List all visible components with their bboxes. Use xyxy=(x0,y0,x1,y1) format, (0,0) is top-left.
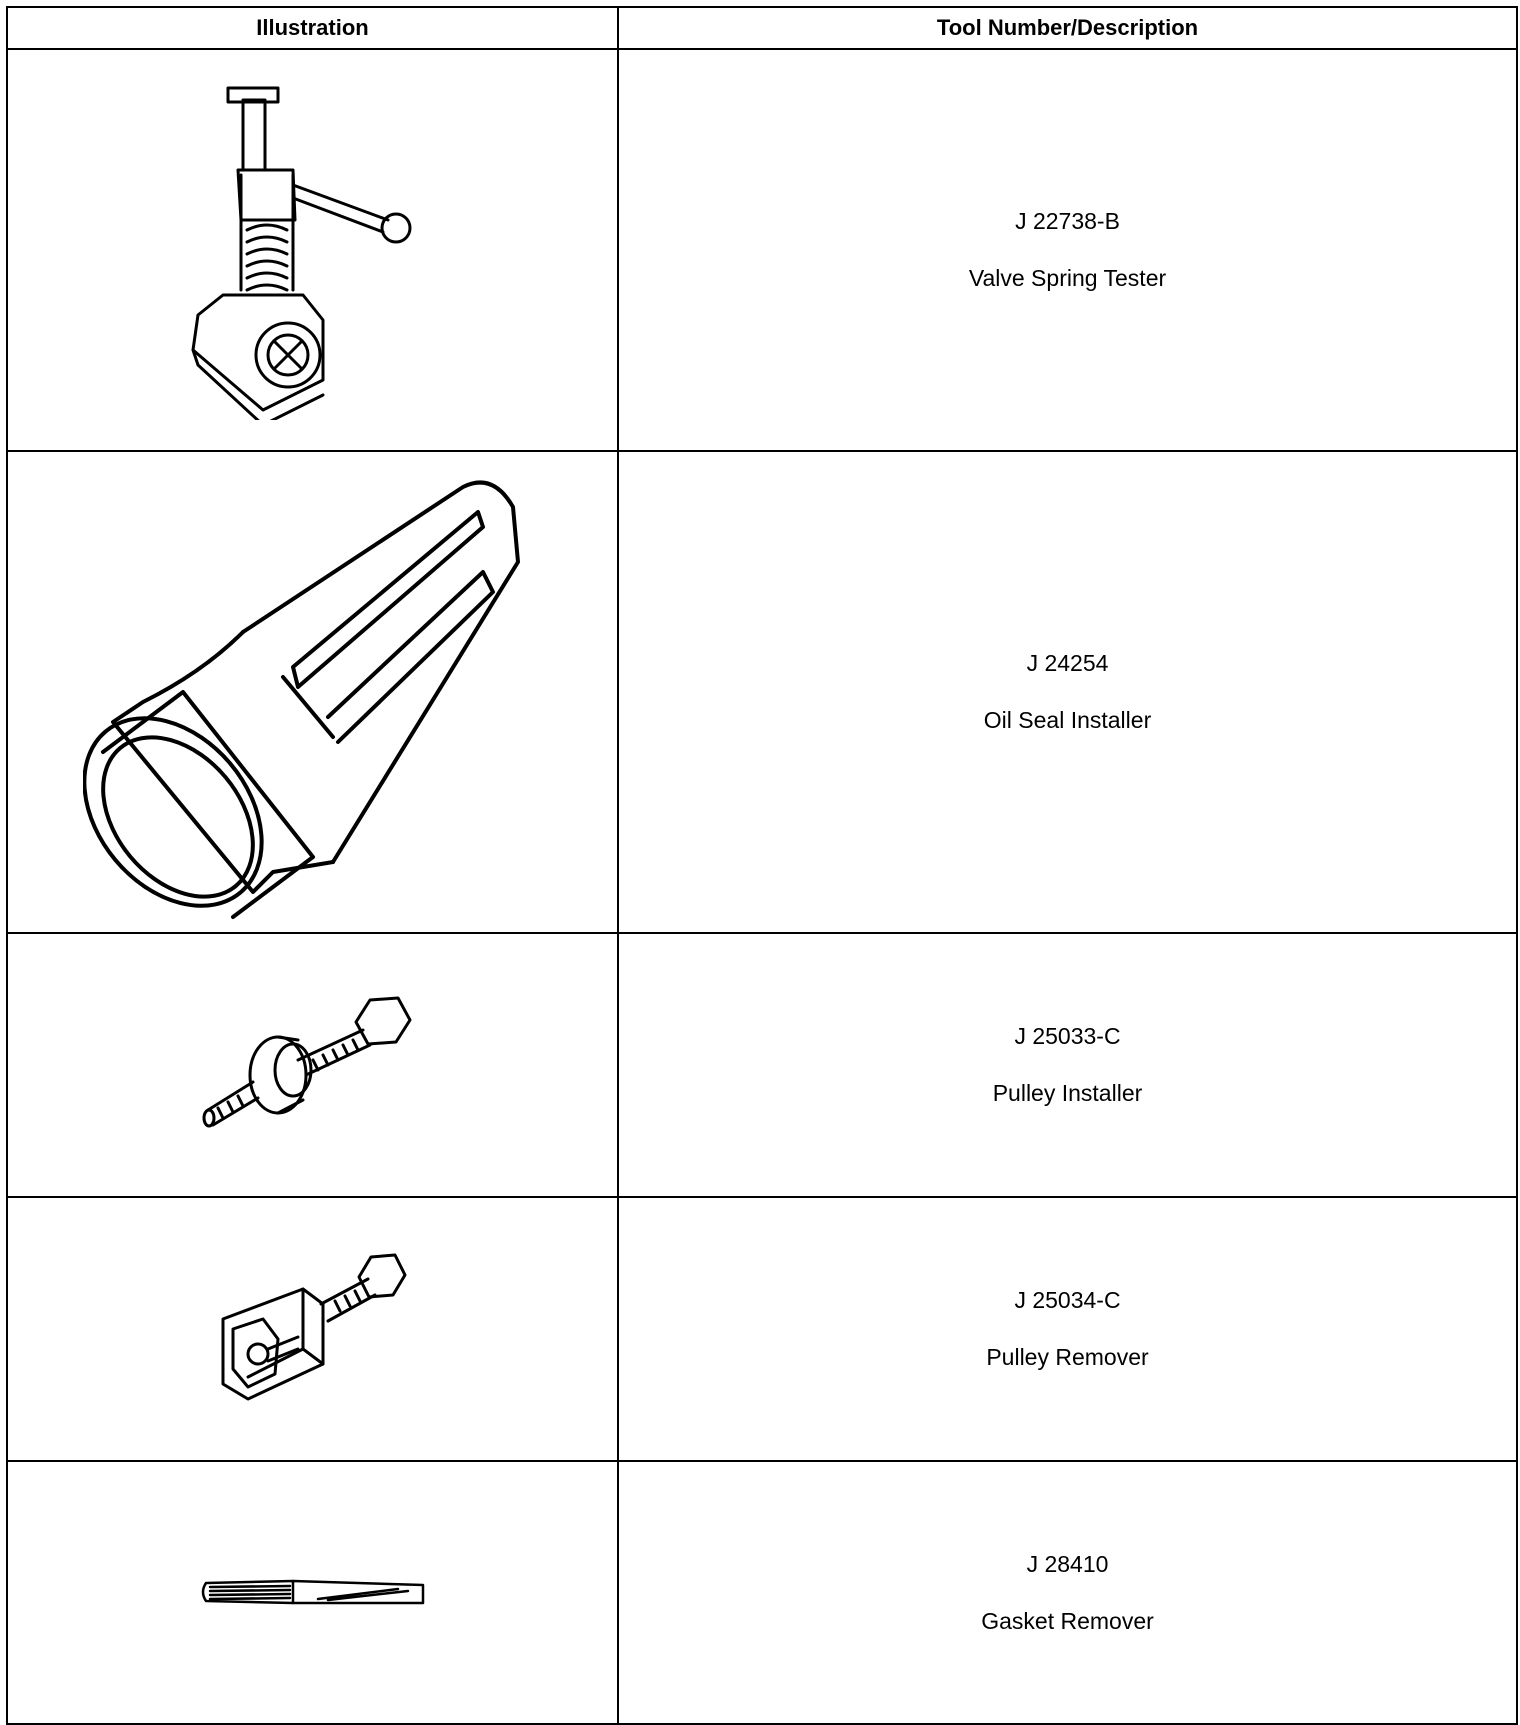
tool-table xyxy=(6,6,1518,1725)
illustration-cell xyxy=(7,933,618,1197)
tool-number: J 25033-C xyxy=(1014,1023,1121,1049)
gasket-remover-icon xyxy=(198,1573,428,1613)
table-row xyxy=(7,1197,1517,1461)
tool-number: J 22738-B xyxy=(1015,208,1120,234)
description-cell xyxy=(618,933,1517,1197)
table-header-row xyxy=(7,7,1517,49)
description-cell xyxy=(618,451,1517,933)
valve-spring-tester-icon xyxy=(183,80,443,420)
table-row xyxy=(7,451,1517,933)
tool-description: Oil Seal Installer xyxy=(983,707,1152,733)
description-cell xyxy=(618,49,1517,451)
oil-seal-installer-icon xyxy=(83,462,543,922)
header-tool-number-description: Tool Number/Description xyxy=(618,7,1517,49)
illustration-cell xyxy=(7,49,618,451)
tool-number: J 24254 xyxy=(1026,650,1109,676)
table-row xyxy=(7,933,1517,1197)
tool-number: J 28410 xyxy=(1026,1550,1109,1577)
pulley-remover-icon xyxy=(203,1249,423,1409)
illustration-cell xyxy=(7,451,618,933)
tool-description: Gasket Remover xyxy=(981,1607,1154,1634)
illustration-cell xyxy=(7,1461,618,1724)
description-cell xyxy=(618,1197,1517,1461)
pulley-installer-icon xyxy=(198,990,428,1140)
tool-description: Pulley Installer xyxy=(992,1080,1143,1106)
table-row xyxy=(7,49,1517,451)
tool-description: Valve Spring Tester xyxy=(968,265,1167,291)
description-cell xyxy=(618,1461,1517,1724)
table-row xyxy=(7,1461,1517,1724)
header-illustration: Illustration xyxy=(7,7,618,49)
illustration-cell xyxy=(7,1197,618,1461)
tool-number: J 25034-C xyxy=(1014,1287,1121,1313)
tool-description: Pulley Remover xyxy=(986,1344,1149,1370)
